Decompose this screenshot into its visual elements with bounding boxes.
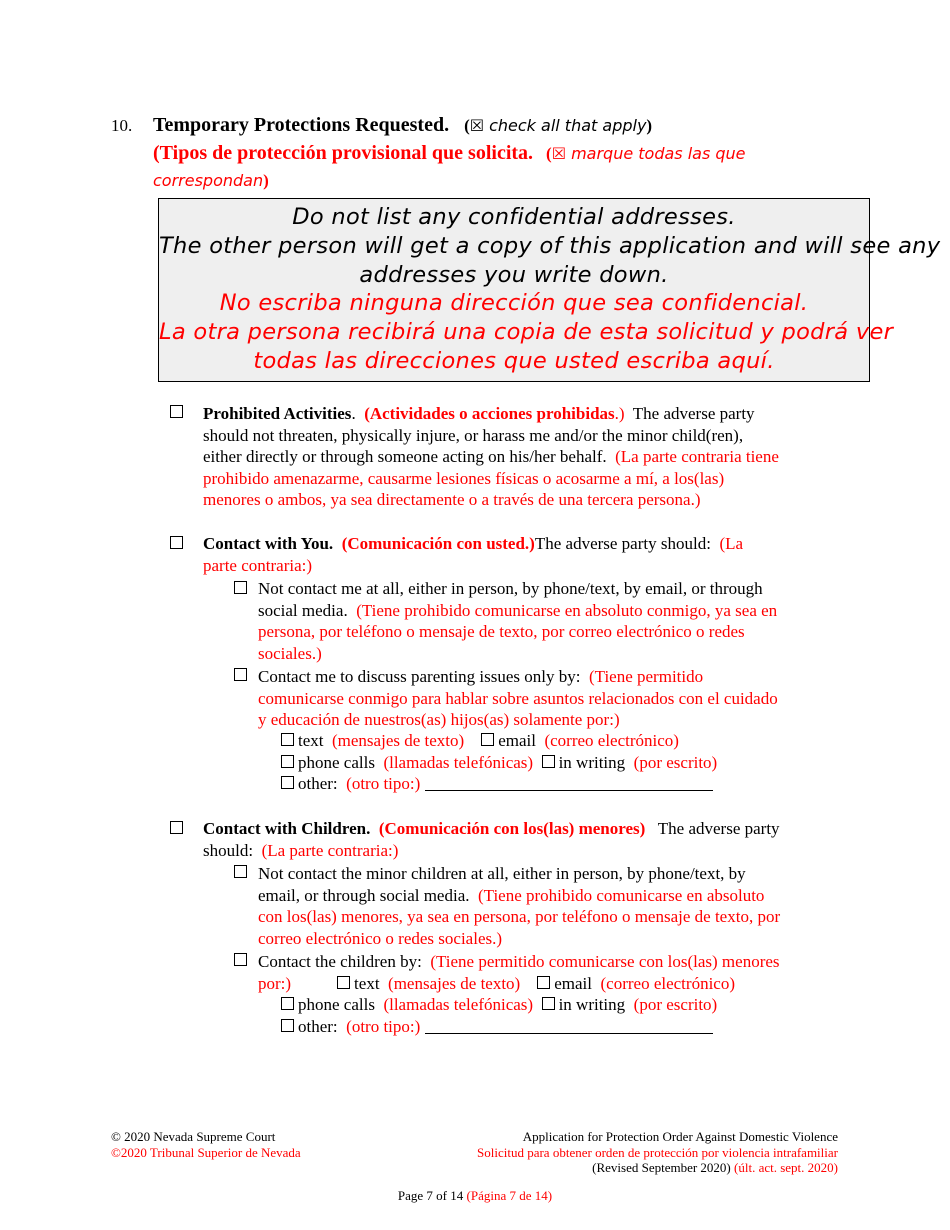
contact-children-title: Contact with Children. bbox=[203, 819, 371, 838]
contact-with-children-checkbox[interactable] bbox=[170, 821, 183, 834]
contact-with-you-block: Contact with You. (Comunicación con usted.)The adverse party should: (La parte contraria:) bbox=[203, 534, 744, 575]
you-text-checkbox[interactable] bbox=[281, 733, 294, 746]
contact-children-by-option: Contact the children by: (Tiene permitido comunicarse con los(las) menores por:) text (mensajes de texto) email (correo electrónico) bbox=[258, 952, 780, 993]
children-other-field[interactable] bbox=[425, 1019, 713, 1034]
children-email-checkbox[interactable] bbox=[537, 976, 550, 989]
instruction-es: marque todas las que bbox=[571, 144, 746, 163]
checked-box-icon: ☒ bbox=[551, 144, 567, 163]
section-number: 10. bbox=[111, 116, 133, 135]
checked-box-icon: ☒ bbox=[469, 116, 485, 135]
you-writing-checkbox[interactable] bbox=[542, 755, 555, 768]
you-other-checkbox[interactable] bbox=[281, 776, 294, 789]
prohibited-title: Prohibited Activities bbox=[203, 404, 352, 423]
no-contact-me-option: Not contact me at all, either in person, by phone/text, by email, or through social media. (Tiene prohibido comunicarse en absoluto conmigo, ya sea en persona, por teléfono o mensaje de texto, por correo electrónico o redes sociales.) bbox=[258, 579, 778, 663]
contact-you-title: Contact with You. bbox=[203, 534, 334, 553]
instruction-en: check all that apply bbox=[489, 116, 647, 135]
you-phone-checkbox[interactable] bbox=[281, 755, 294, 768]
children-writing-checkbox[interactable] bbox=[542, 997, 555, 1010]
contact-with-children-block: Contact with Children. (Comunicación con los(las) menores) The adverse party should: (La parte contraria:) bbox=[203, 819, 780, 860]
parenting-contact-checkbox[interactable] bbox=[234, 668, 247, 681]
notice-line-es-2: La otra persona recibirá una copia de esta solicitud y podrá ver bbox=[159, 319, 894, 346]
children-methods: phone calls (llamadas telefónicas) in writing (por escrito) other: (otro tipo:) bbox=[281, 994, 717, 1037]
notice-line-en-2: The other person will get a copy of this application and will see any bbox=[159, 232, 941, 259]
notice-line-en-1: Do not list any confidential addresses. bbox=[292, 204, 736, 230]
notice-line-es-3: todas las direcciones que usted escriba aquí. bbox=[253, 347, 775, 374]
no-contact-children-option: Not contact the minor children at all, either in person, by phone/text, by email, or through social media. (Tiene prohibido comunicarse en absoluto con los(las) menores, ya sea en persona, por teléfono o mensaje de texto, por correo electrónico o redes sociales.) bbox=[258, 864, 781, 948]
no-contact-children-checkbox[interactable] bbox=[234, 865, 247, 878]
you-email-checkbox[interactable] bbox=[481, 733, 494, 746]
section-title-es: (Tipos de protección provisional que solicita. bbox=[153, 142, 534, 164]
children-other-checkbox[interactable] bbox=[281, 1019, 294, 1032]
children-phone-checkbox[interactable] bbox=[281, 997, 294, 1010]
section-title: Temporary Protections Requested. (☒ check all that apply) bbox=[153, 114, 653, 136]
section-title-es-line: (Tipos de protección provisional que solicita. (☒ marque todas las que bbox=[153, 142, 746, 164]
footer-copyright: © 2020 Nevada Supreme Court ©2020 Tribunal Superior de Nevada bbox=[111, 1129, 301, 1160]
you-other-field[interactable] bbox=[425, 776, 713, 791]
prohibited-activities-checkbox[interactable] bbox=[170, 405, 183, 418]
notice-line-es-1: No escriba ninguna dirección que sea confidencial. bbox=[219, 290, 809, 317]
confidential-notice-box bbox=[158, 198, 941, 382]
footer-form-title: Application for Protection Order Against Domestic Violence Solicitud para obtener orden de protección por violencia intrafamiliar (Revised September 2020) (últ. act. sept. 2020) bbox=[477, 1129, 838, 1175]
prohibited-title-es: (Actividades o acciones prohibidas bbox=[364, 404, 615, 423]
contact-children-by-checkbox[interactable] bbox=[234, 953, 247, 966]
prohibited-activities-block: Prohibited Activities. (Actividades o acciones prohibidas.) The adverse party should not threaten, physically injure, or harass me and/or the minor child(ren), either directly or through someone acting on his/her behalf. (La parte contraria tiene prohibido amenazarme, causarme lesiones físicas o acosarme a mí, a los(las) menores o ambos, ya sea directamente o a través de una tercera persona.) bbox=[203, 404, 779, 509]
no-contact-me-checkbox[interactable] bbox=[234, 581, 247, 594]
notice-line-en-3: addresses you write down. bbox=[359, 261, 669, 288]
page-number: Page 7 of 14 (Página 7 de 14) bbox=[397, 1188, 553, 1203]
parenting-methods: text (mensajes de texto) email (correo electrónico) phone calls (llamadas telefónicas) in writing (por escrito) other: (otro tipo:) bbox=[281, 730, 717, 795]
contact-with-you-checkbox[interactable] bbox=[170, 536, 183, 549]
parenting-contact-option: Contact me to discuss parenting issues only by: (Tiene permitido comunicarse conmigo para hablar sobre asuntos relacionados con el cuidado y educación de nuestros(as) hijos(as) solamente por:) bbox=[258, 667, 778, 729]
instruction-es-cont: correspondan bbox=[153, 171, 264, 190]
children-text-checkbox[interactable] bbox=[337, 976, 350, 989]
section-title-en: Temporary Protections Requested. bbox=[153, 114, 450, 136]
